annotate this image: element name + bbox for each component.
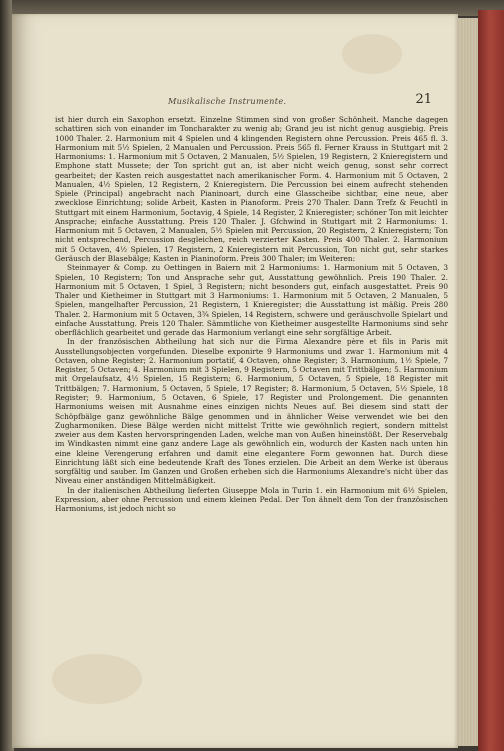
running-head: Musikalische Instrumente.	[168, 96, 287, 106]
page-stain	[52, 654, 142, 704]
paragraph: ist hier durch ein Saxophon ersetzt. Einzelne Stimmen sind von großer Schönheit. Manche dagegen schattiren sich von einander im Toncharakter zu wenig ab; Grand jeu ist nicht genug ausgiebig. Preis 1000 Thaler. 2. Harmonium mit 4 Spielen und 4 klingenden Registern ohne Percussion. Preis 465 fl. 3. Harmonium mit 5½ Spielen, 2 Manualen und Percussion. Preis 565 fl. Ferner Krauss in Stuttgart mit 2 Harmoniums: 1. Harmonium mit 5 Octaven, 2 Manualen, 5½ Spielen, 19 Registern, 2 Knieregistern und Emphone statt Mussete; der Ton spricht gut an, ist aber nicht weich genug, sonst sehr correct gearbeitet; der Kasten reich ausgestattet nach amerikanischer Form. 4. Harmonium mit 5 Octaven, 2 Manualen, 4½ Spielen, 12 Registern, 2 Knieregistern. Die Percussion bei einem aufrecht stehenden Spiele (Principal) angebracht nach Pianinoart, durch eine Glasscheibe sichtbar, eine neue, aber zwecklose Einrichtung; solide Arbeit, Kasten in Pianoform. Preis 270 Thaler. Dann Trefz & Feuchtl in Stuttgart mit einem Harmonium, 5octavig, 4 Spiele, 14 Register, 2 Knieregister; schöner Ton mit leichter Ansprache; einfache Ausstattung. Preis 120 Thaler. J. Gfchwind in Stuttgart mit 2 Harmoniums: 1. Harmonium mit 5 Octaven, 2 Manualen, 5½ Spielen mit Percussion, 20 Registern, 2 Knieregistern; Ton nicht entsprechend, Percussion desgleichen, reich verzierter Kasten. Preis 400 Thaler. 2. Harmonium mit 5 Octaven, 4½ Spielen, 17 Registern, 2 Knieregistern mit Percussion, Ton nicht gut, sehr starkes Geräusch der Blasebälge; Kasten in Pianinoform. Preis 300 Thaler; im Weiteren:	[55, 115, 448, 263]
paragraph: Steinmayer & Comp. zu Oettingen in Baiern mit 2 Harmoniums: 1. Harmonium mit 5 Octaven, 3 Spielen, 10 Registern; Ton und Ansprache sehr gut, Ausstattung gewöhnlich. Preis 190 Thaler. 2. Harmonium mit 5 Octaven, 1 Spiel, 3 Registern; nicht besonders gut, einfach ausgestattet. Preis 90 Thaler und Kietheimer in Stuttgart mit 3 Harmoniums: 1. Harmonium mit 5 Octaven, 2 Manualen, 5 Spielen, mangelhafter Percussion, 21 Registern, 1 Knieregister; die Ausstattung ist mäßig. Preis 280 Thaler. 2. Harmonium mit 5 Octaven, 3¾ Spielen, 14 Registern, schwere und geräuschvolle Spielart und einfache Ausstattung. Preis 120 Thaler. Sämmtliche von Kietheimer ausgestellte Harmoniums sind sehr oberflächlich gearbeitet und gerade das Harmonium verlangt eine sehr sorgfältige Arbeit.	[55, 263, 448, 338]
paragraph: In der französischen Abtheilung hat sich nur die Firma Alexandre père et fils in Paris mit Ausstellungsobjecten vorgefunden. Dieselbe exponirte 9 Harmoniums und zwar 1. Harmonium mit 4 Octaven, ohne Register; 2. Harmonium portatif, 4 Octaven, ohne Register; 3. Harmonium, 1½ Spiele, 7 Register, 5 Octaven; 4. Harmonium mit 3 Spielen, 9 Registern, 5 Octaven mit Trittbälgen; 5. Harmonium mit Orgelaufsatz, 4½ Spielen, 15 Registern; 6. Harmonium, 5 Octaven, 5 Spiele, 18 Register mit Trittbälgen; 7. Harmonium, 5 Octaven, 5 Spiele, 17 Register; 8. Harmonium, 5 Octaven, 5½ Spiele, 18 Register; 9. Harmonium, 5 Octaven, 6 Spiele, 17 Register und Prolongement. Die genannten Harmoniums weisen mit Ausnahme eines einzigen nichts Neues auf. Bei diesem sind statt der Schöpfbälge ganz gewöhnliche Bälge genommen und in ähnlicher Weise verwendet wie bei den Zugharmoniken. Diese Bälge werden nicht mittelst Tritte wie gewöhnlich regiert, sondern mittelst zweier aus dem Kasten hervorspringenden Laden, welche man von Außen hineinstößt. Der Reservebalg im Windkasten nimmt eine ganz andere Lage als gewöhnlich ein, wodurch der Kasten nach unten hin eine kleine Verengerung erfahren und damit eine elegantere Form gewonnen hat. Durch diese Einrichtung läßt sich eine bedeutende Kraft des Tones erzielen. Die Arbeit an dem Werke ist überaus sorgfältig und sauber. Im Ganzen und Großen erheben sich die Harmoniums Alexandre's nicht über das Niveau einer anständigen Mittelmäßigkeit.	[55, 337, 448, 486]
page-edges	[458, 18, 478, 746]
page-header	[40, 92, 440, 110]
paragraph: In der italienischen Abtheilung lieferten Giuseppe Mola in Turin 1. ein Harmonium mit 6½ Spielen, Expression, aber ohne Percussion und einem kleinen Pedal. Der Ton ähnelt dem Ton der französischen Harmoniums, ist jedoch nicht so	[55, 485, 448, 514]
page-stain	[342, 34, 402, 74]
body-text	[55, 115, 448, 640]
page-number: 21	[415, 92, 432, 107]
book-cover-edge	[478, 10, 504, 751]
